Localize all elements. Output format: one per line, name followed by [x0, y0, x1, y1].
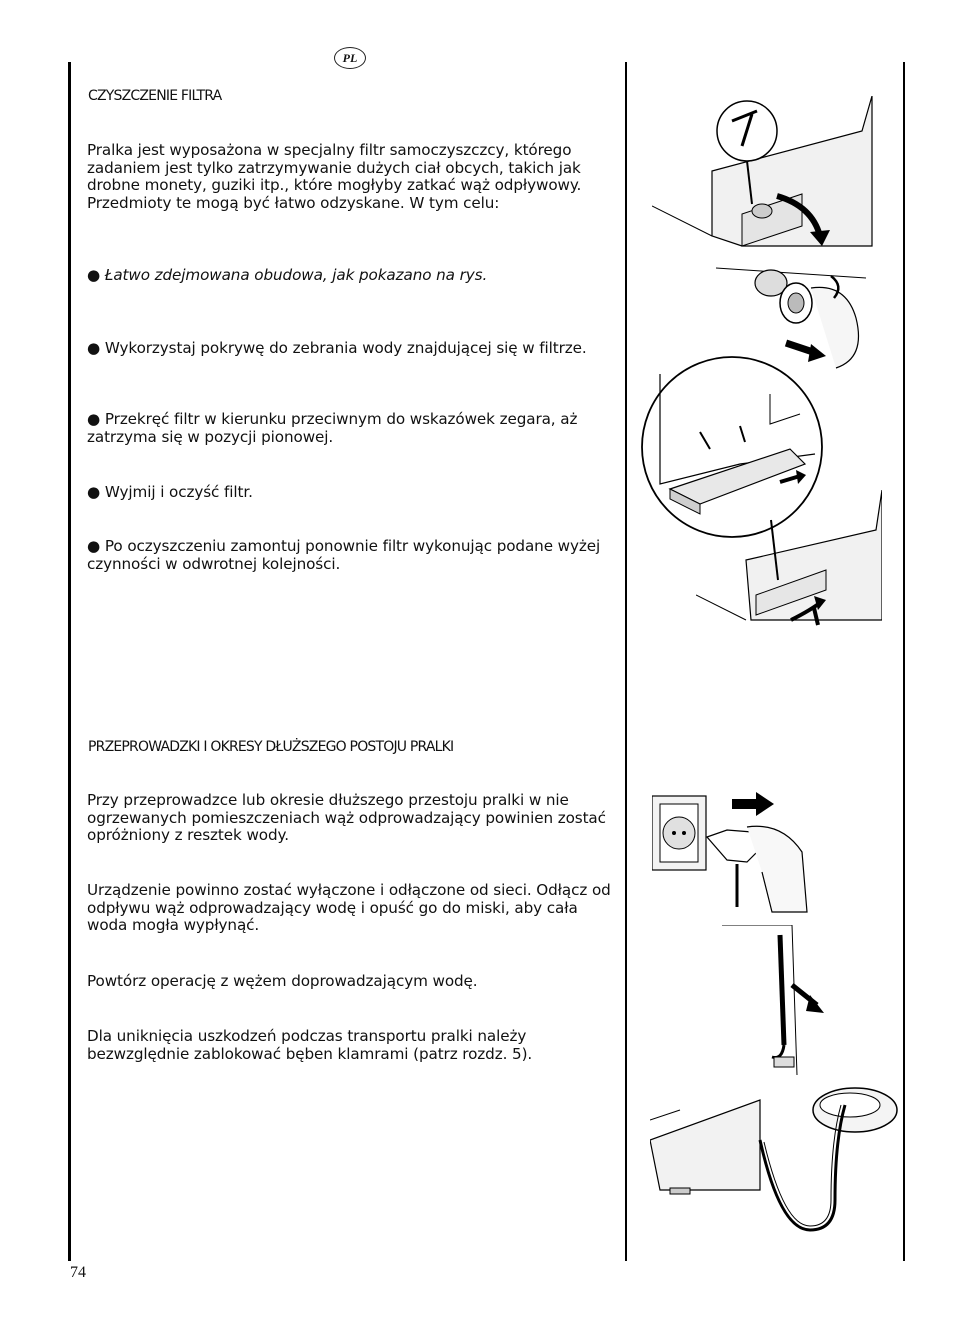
- moving-paragraph-4: Dla uniknięcia uszkodzeń podczas transportu pralki należy bezwzględnie zablokować bęben klamrami (patrz rozdz. 5).: [87, 1027, 533, 1063]
- filter-intro-paragraph: Pralka jest wyposażona w specjalny filtr samoczyszczcy, którego zadaniem jest tylko zatrzymywanie dużych ciał obcych, takich jak drobne monety, guziki itp., które mogłyby zatkać wąż odpływowy. Przedmioty te mogą być łatwo odzyskane. W tym celu:: [87, 141, 582, 212]
- cover-reinstall-illustration: [696, 490, 882, 630]
- step-remove-clean: ● Wyjmij i oczyść filtr.: [87, 483, 253, 501]
- hose-in-bowl-illustration: [650, 1080, 900, 1260]
- language-badge: PL: [334, 47, 366, 69]
- moving-paragraph-3: Powtórz operację z wężem doprowadzającym wodę.: [87, 972, 478, 990]
- step-turn-filter: ● Przekręć filtr w kierunku przeciwnym do wskazówek zegara, aż zatrzyma się w pozycji pionowej.: [87, 410, 578, 446]
- filter-cover-removal-illustration: [652, 96, 882, 271]
- section-title-filter-cleaning: CZYSZCZENIE FILTRA: [88, 88, 222, 104]
- moving-paragraph-2: Urządzenie powinno zostać wyłączone i odłączone od sieci. Odłącz od odpływu wąż odprowadzający wodę i opuść go do miski, aby cała woda mogła wypłynąć.: [87, 881, 611, 935]
- column-divider-rule: [625, 62, 627, 1261]
- unplug-socket-illustration: [652, 792, 812, 922]
- step-reinstall: ● Po oczyszczeniu zamontuj ponownie filtr wykonując podane wyżej czynności w odwrotnej kolejności.: [87, 537, 601, 573]
- section-title-moving: PRZEPROWADZKI I OKRESY DŁUŻSZEGO POSTOJU PRALKI: [88, 739, 454, 755]
- step-collect-water: ● Wykorzystaj pokrywę do zebrania wody znajdującej się w filtrze.: [87, 339, 587, 357]
- right-margin-rule: [903, 62, 905, 1261]
- left-margin-rule: [68, 62, 71, 1261]
- drain-hose-removal-illustration: [722, 925, 832, 1075]
- moving-paragraph-1: Przy przeprowadzce lub okresie dłuższego przestoju pralki w nie ogrzewanych pomieszczeniach wąż odprowadzający powinien zostać opróżniony z resztek wody.: [87, 791, 606, 845]
- step-remove-cover: ● Łatwo zdejmowana obudowa, jak pokazano na rys.: [87, 266, 488, 284]
- page-number: 74: [70, 1264, 86, 1281]
